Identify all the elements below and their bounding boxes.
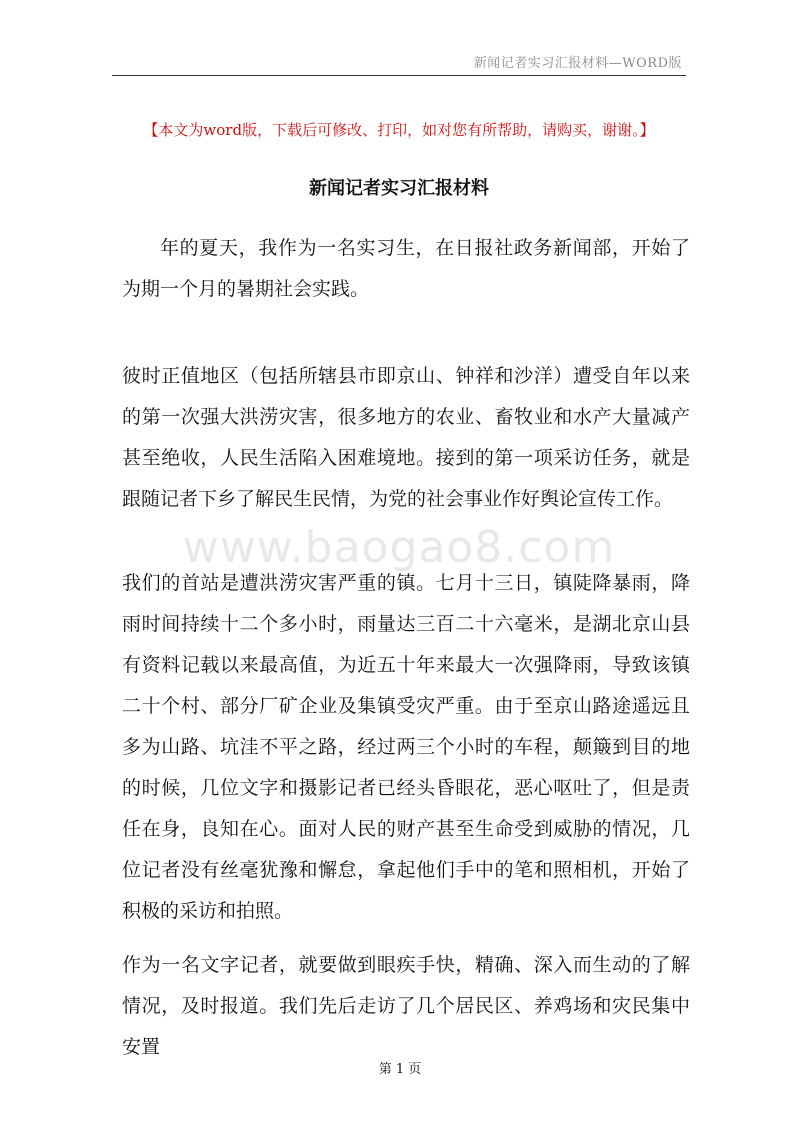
- body-paragraph: 作为一名文字记者，就要做到眼疾手快，精确、深入而生动的了解情况，及时报道。我们先后走访了几个居民区、养鸡场和灾民集中安置: [122, 954, 690, 1058]
- download-notice: 【本文为word版，下载后可修改、打印，如对您有所帮助，请购买，谢谢。】: [143, 121, 655, 139]
- page-number: 第 1 页: [378, 1062, 422, 1077]
- header-divider: [112, 75, 686, 76]
- running-header: 新闻记者实习汇报材料—WORD版: [473, 56, 682, 71]
- watermark-text: www.baogao8.com: [182, 522, 616, 573]
- body-paragraph: 年的夏天，我作为一名实习生，在日报社政务新闻部，开始了为期一个月的暑期社会实践。: [122, 237, 690, 300]
- body-paragraph: 彼时正值地区（包括所辖县市即京山、钟祥和沙洋）遭受自年以来的第一次强大洪涝灾害，很多地方的农业、畜牧业和水产大量减产甚至绝收，人民生活陷入困难境地。接到的第一项采访任务，就是跟随记者下乡了解民生民情，为党的社会事业作好舆论宣传工作。: [122, 365, 690, 510]
- body-paragraph: 我们的首站是遭洪涝灾害严重的镇。七月十三日，镇陡降暴雨，降雨时间持续十二个多小时，雨量达三百二十六毫米，是湖北京山县有资料记载以来最高值，为近五十年来最大一次强降雨，导致该镇二十个村、部分厂矿企业及集镇受灾严重。由于至京山路途遥远且多为山路、坑洼不平之路，经过两三个小时的车程，颠簸到目的地的时候，几位文字和摄影记者已经头昏眼花，恶心呕吐了，但是责任在身，良知在心。面对人民的财产甚至生命受到威胁的情况，几位记者没有丝毫犹豫和懈怠，拿起他们手中的笔和照相机，开始了积极的采访和拍照。: [122, 572, 690, 922]
- document-title: 新闻记者实习汇报材料: [309, 178, 489, 199]
